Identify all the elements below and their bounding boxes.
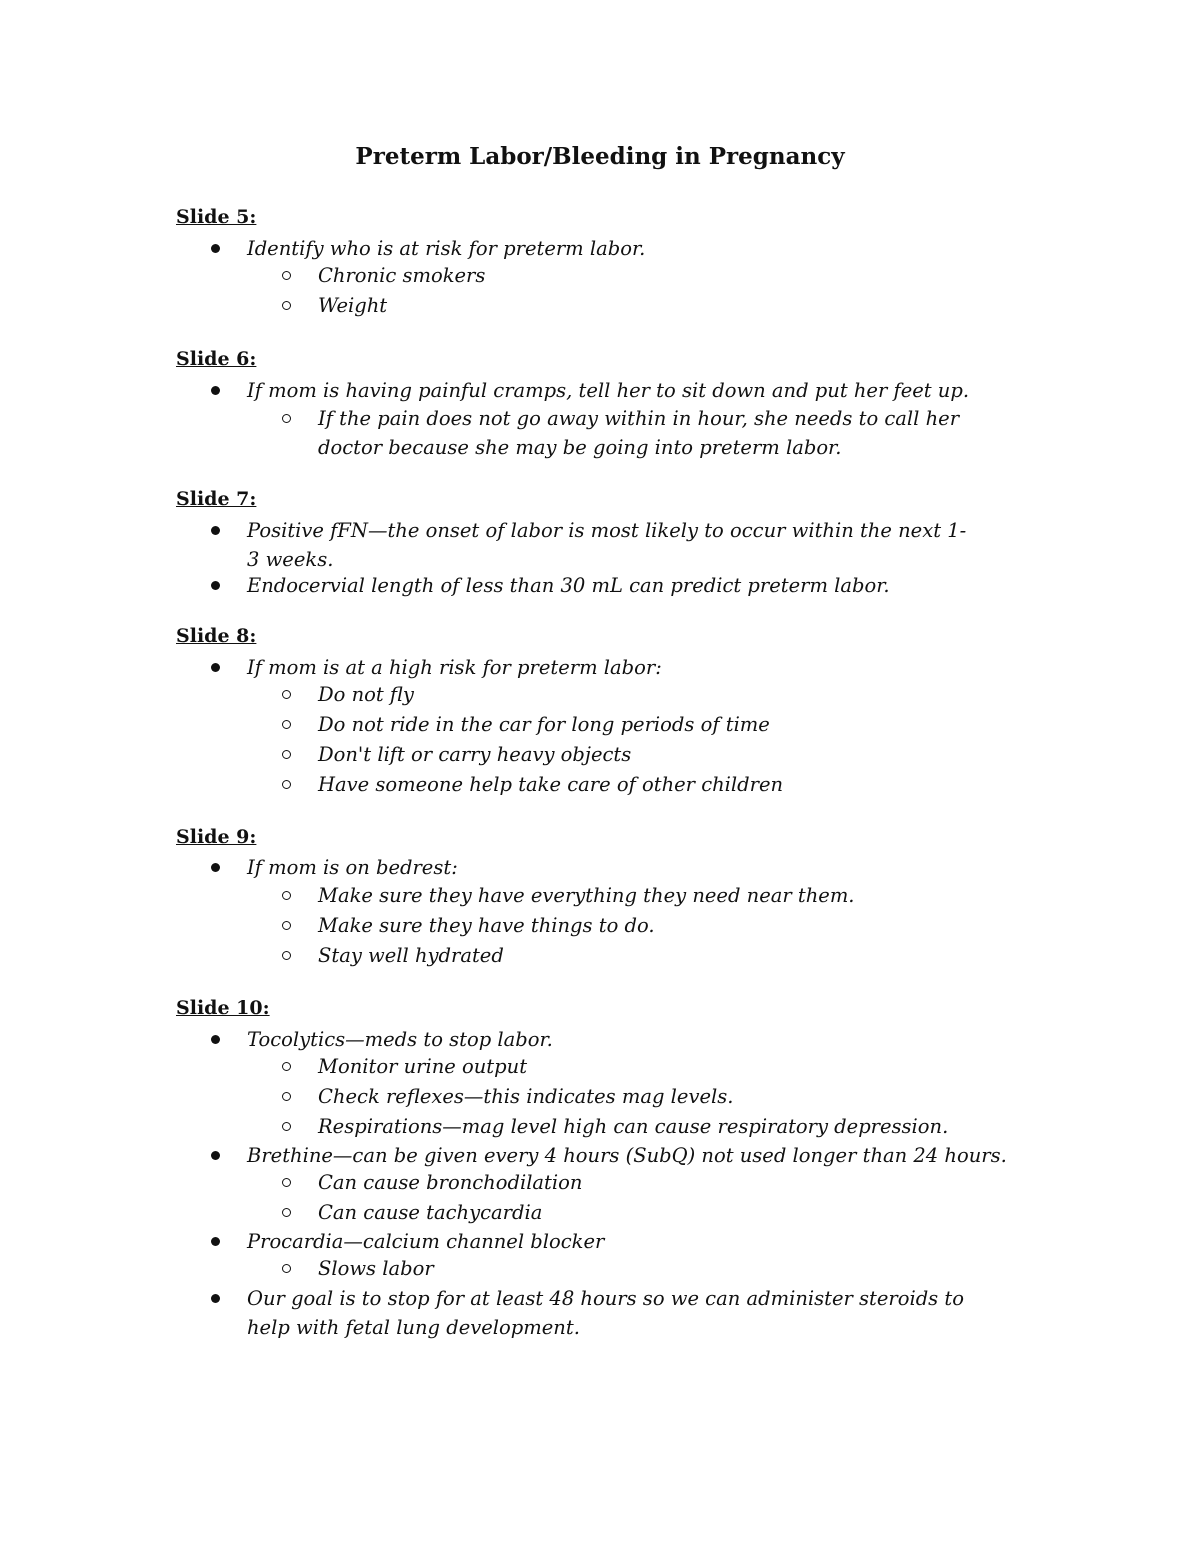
sub-list-item: Weight bbox=[318, 294, 388, 317]
bullet-icon bbox=[211, 863, 220, 872]
sub-bullet-icon bbox=[282, 1092, 291, 1101]
sub-list-item: Make sure they have things to do. bbox=[318, 914, 655, 937]
sub-bullet-icon bbox=[282, 951, 291, 960]
sub-bullet-icon bbox=[282, 720, 291, 729]
sub-list-item: Make sure they have everything they need near them. bbox=[318, 884, 855, 907]
bullet-icon bbox=[211, 526, 220, 535]
section-heading: Slide 9: bbox=[176, 826, 257, 848]
sub-list-item: Don't lift or carry heavy objects bbox=[318, 743, 632, 766]
sub-list-item: Do not fly bbox=[318, 683, 414, 706]
list-item: Our goal is to stop for at least 48 hours so we can administer steroids to help with fetal lung development. bbox=[247, 1287, 964, 1339]
sub-list-item: If the pain does not go away within in hour, she needs to call her doctor because she may be going into preterm labor. bbox=[318, 407, 960, 459]
bullet-icon bbox=[211, 244, 220, 253]
sub-bullet-icon bbox=[282, 1264, 291, 1273]
list-item: Identify who is at risk for preterm labor. bbox=[247, 237, 646, 260]
sub-bullet-icon bbox=[282, 891, 291, 900]
bullet-icon bbox=[211, 1237, 220, 1246]
sub-bullet-icon bbox=[282, 271, 291, 280]
section-heading: Slide 5: bbox=[176, 206, 257, 228]
sub-list-item: Check reflexes—this indicates mag levels. bbox=[318, 1085, 734, 1108]
list-item: If mom is on bedrest: bbox=[247, 856, 458, 879]
list-item: Brethine—can be given every 4 hours (SubQ) not used longer than 24 hours. bbox=[247, 1144, 1007, 1167]
sub-bullet-icon bbox=[282, 301, 291, 310]
list-item: If mom is at a high risk for preterm labor: bbox=[247, 656, 662, 679]
sub-bullet-icon bbox=[282, 780, 291, 789]
section-heading: Slide 6: bbox=[176, 348, 257, 370]
sub-list-item: Have someone help take care of other children bbox=[318, 773, 784, 796]
bullet-icon bbox=[211, 663, 220, 672]
section-heading: Slide 10: bbox=[176, 997, 270, 1019]
sub-list-item: Do not ride in the car for long periods of time bbox=[318, 713, 770, 736]
sub-list-item: Respirations—mag level high can cause respiratory depression. bbox=[318, 1115, 949, 1138]
page-title: Preterm Labor/Bleeding in Pregnancy bbox=[355, 143, 845, 170]
sub-list-item: Stay well hydrated bbox=[318, 944, 504, 967]
list-item: Procardia—calcium channel blocker bbox=[247, 1230, 605, 1253]
sub-bullet-icon bbox=[282, 1178, 291, 1187]
sub-list-item: Chronic smokers bbox=[318, 264, 486, 287]
list-item: Tocolytics—meds to stop labor. bbox=[247, 1028, 553, 1051]
section-heading: Slide 8: bbox=[176, 625, 257, 647]
sub-list-item: Slows labor bbox=[318, 1257, 434, 1280]
sub-bullet-icon bbox=[282, 1122, 291, 1131]
sub-bullet-icon bbox=[282, 414, 291, 423]
bullet-icon bbox=[211, 1035, 220, 1044]
bullet-icon bbox=[211, 581, 220, 590]
list-item: Positive fFN—the onset of labor is most likely to occur within the next 1-3 weeks. bbox=[247, 519, 967, 571]
sub-list-item: Can cause bronchodilation bbox=[318, 1171, 583, 1194]
sub-bullet-icon bbox=[282, 921, 291, 930]
sub-list-item: Monitor urine output bbox=[318, 1055, 528, 1078]
bullet-icon bbox=[211, 1294, 220, 1303]
sub-bullet-icon bbox=[282, 1062, 291, 1071]
list-item: If mom is having painful cramps, tell her to sit down and put her feet up. bbox=[247, 379, 970, 402]
bullet-icon bbox=[211, 386, 220, 395]
section-heading: Slide 7: bbox=[176, 488, 257, 510]
sub-bullet-icon bbox=[282, 750, 291, 759]
sub-bullet-icon bbox=[282, 690, 291, 699]
bullet-icon bbox=[211, 1151, 220, 1160]
sub-bullet-icon bbox=[282, 1208, 291, 1217]
list-item: Endocervial length of less than 30 mL can predict preterm labor. bbox=[247, 574, 890, 597]
sub-list-item: Can cause tachycardia bbox=[318, 1201, 543, 1224]
